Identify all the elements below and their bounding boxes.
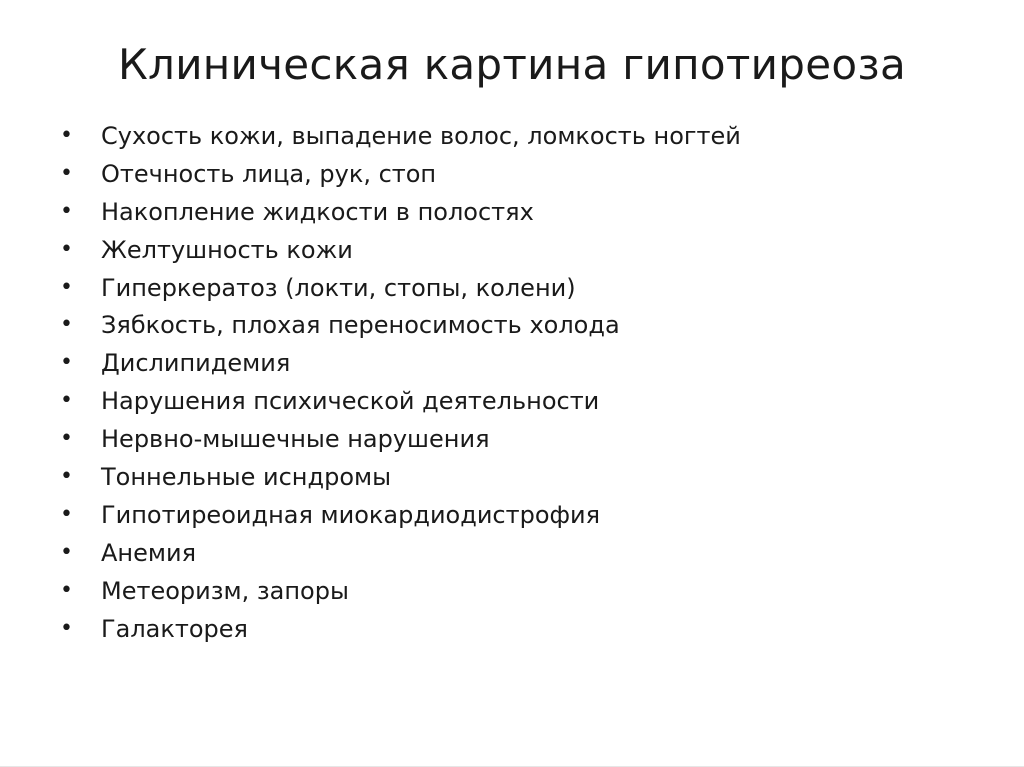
bullet-text: Тоннельные исндромы	[101, 462, 392, 491]
bullet-item	[58, 458, 741, 496]
bullet-text: Нарушения психической деятельности	[101, 387, 600, 416]
bullet-icon: •	[60, 350, 73, 376]
bullet-text: Зябкость, плохая переносимость холода	[101, 311, 620, 340]
bullet-icon: •	[60, 615, 73, 641]
bullet-text: Метеоризм, запоры	[101, 576, 349, 605]
bullet-icon: •	[60, 198, 73, 224]
bullet-text: Анемия	[101, 538, 197, 567]
bullet-item	[58, 155, 741, 193]
bullet-text: Дислипидемия	[101, 349, 291, 378]
bullet-text: Галакторея	[101, 614, 248, 643]
bullet-icon: •	[60, 426, 73, 452]
bullet-item	[58, 382, 741, 420]
bullet-icon: •	[60, 501, 73, 527]
bullet-item	[58, 534, 741, 572]
bullet-text: Гипотиреоидная миокардиодистрофия	[101, 500, 601, 529]
bullet-icon: •	[60, 388, 73, 414]
bullet-text: Желтушность кожи	[101, 235, 353, 264]
bullet-text: Нервно-мышечные нарушения	[101, 425, 490, 454]
bullet-icon: •	[60, 312, 73, 338]
bullet-item	[58, 572, 741, 610]
bullet-item	[58, 193, 741, 231]
bullet-icon: •	[60, 236, 73, 262]
bullet-text: Сухость кожи, выпадение волос, ломкость ногтей	[101, 121, 741, 150]
bullet-item	[58, 231, 741, 269]
bullet-item	[58, 610, 741, 648]
bullet-text: Гиперкератоз (локти, стопы, колени)	[101, 273, 576, 302]
bullet-icon: •	[60, 122, 73, 148]
bullet-icon: •	[60, 539, 73, 565]
bullet-item	[58, 306, 741, 344]
bullet-list	[58, 117, 741, 647]
bullet-item	[58, 117, 741, 155]
bullet-icon: •	[60, 577, 73, 603]
bullet-icon: •	[60, 160, 73, 186]
bullet-item	[58, 269, 741, 307]
slide-title: Клиническая картина гипотиреоза	[117, 40, 907, 89]
bullet-item	[58, 420, 741, 458]
bullet-item	[58, 496, 741, 534]
bullet-text: Отечность лица, рук, стоп	[101, 159, 437, 188]
bullet-text: Накопление жидкости в полостях	[101, 197, 534, 226]
bullet-icon: •	[60, 463, 73, 489]
bullet-item	[58, 344, 741, 382]
bullet-icon: •	[60, 274, 73, 300]
